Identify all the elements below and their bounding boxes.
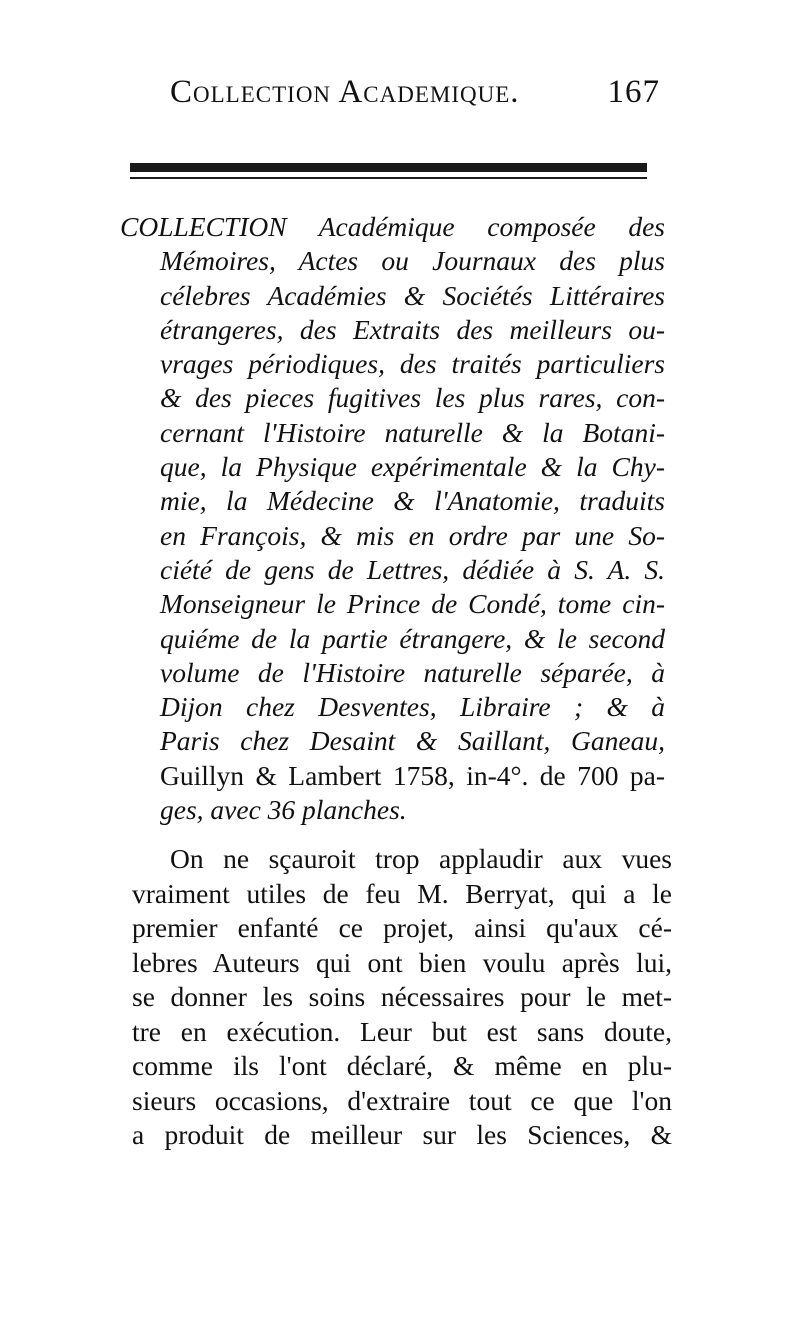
entry-line: Monseigneur le Prince de Condé, tome cin- [160, 588, 665, 620]
entry-line: volume de l'Histoire naturelle séparée, à [160, 656, 665, 688]
entry-line: que, la Physique expérimentale & la Chy- [160, 451, 665, 483]
entry-line: & des pieces fugitives les plus rares, con- [160, 382, 665, 414]
entry-line: quiéme de la partie étrangere, & le second [160, 622, 665, 654]
entry-line: COLLECTION Académique composée des [120, 211, 665, 242]
entry-line: en François, & mis en ordre par une So- [160, 519, 665, 551]
page-number: 167 [607, 74, 660, 110]
entry-line: vrages périodiques, des traités particuliers [160, 348, 665, 380]
body-line: lebres Auteurs qui ont bien voulu après lui, [132, 946, 672, 978]
header-rule-thin [130, 177, 647, 179]
running-head [170, 74, 660, 111]
entry-line: Paris chez Desaint & Saillant, Ganeau, [160, 725, 665, 757]
entry-line: Guillyn & Lambert 1758, in-4°. de 700 pa- [160, 759, 665, 791]
body-line: se donner les soins nécessaires pour le met- [132, 981, 672, 1012]
entry-line: célebres Académies & Sociétés Littéraires [160, 279, 665, 311]
running-head-title: Collection Academique. [170, 74, 520, 110]
entry-line: Dijon chez Desventes, Libraire ; & à [160, 691, 665, 723]
body-line: a produit de meilleur sur les Sciences, & [132, 1119, 672, 1150]
body-paragraph [132, 842, 672, 1153]
entry-line: ciété de gens de Lettres, dédiée à S. A. S. [160, 553, 665, 585]
body-line: tre en exécution. Leur but est sans doute, [132, 1015, 672, 1047]
bibliographic-entry [120, 210, 665, 827]
body-line: sieurs occasions, d'extraire tout ce que l'on [132, 1084, 672, 1116]
entry-line: étrangeres, des Extraits des meilleurs ou- [160, 313, 665, 345]
body-line: vraiment utiles de feu M. Berryat, qui a le [132, 877, 672, 909]
entry-line: mie, la Médecine & l'Anatomie, traduits [160, 485, 665, 517]
body-line: On ne sçauroit trop applaudir aux vues [170, 843, 672, 874]
body-line: premier enfanté ce projet, ainsi qu'aux cé- [132, 912, 672, 943]
entry-line: cernant l'Histoire naturelle & la Botani- [160, 416, 665, 448]
entry-line: ges, avec 36 planches. [160, 794, 407, 826]
entry-line: Mémoires, Actes ou Journaux des plus [160, 245, 665, 277]
body-line: comme ils l'ont déclaré, & même en plu- [132, 1050, 672, 1081]
header-rule-thick [130, 163, 647, 172]
